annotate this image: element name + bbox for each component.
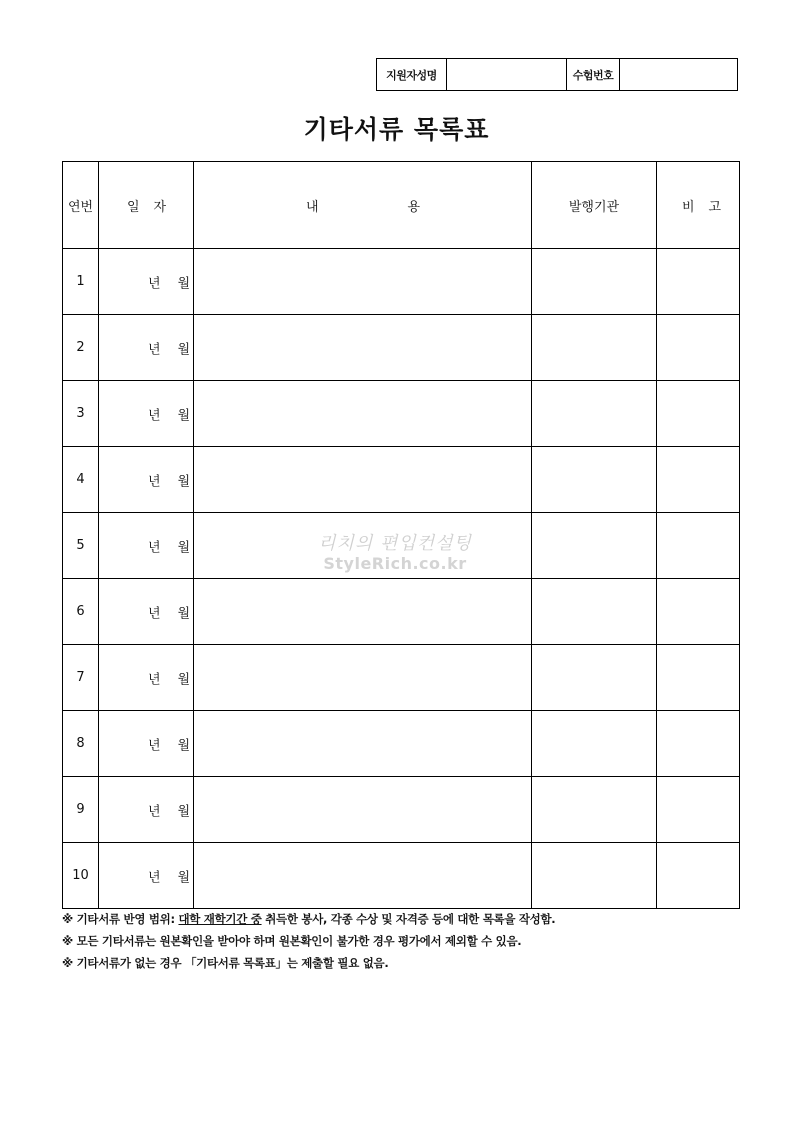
applicant-name-field[interactable]	[447, 59, 567, 90]
remark-cell[interactable]	[657, 777, 740, 843]
date-cell[interactable]	[99, 315, 194, 381]
content-cell[interactable]	[194, 645, 532, 711]
note-verification: ※ 모든 기타서류는 원본확인을 받아야 하며 원본확인이 불가한 경우 평가에서 제외할 수 있음.	[62, 934, 522, 948]
row-number: 10	[63, 843, 99, 909]
notes-section	[62, 908, 762, 974]
month-unit: 월	[177, 276, 190, 291]
remark-cell[interactable]	[657, 579, 740, 645]
remark-cell[interactable]	[657, 843, 740, 909]
year-unit: 년	[148, 870, 161, 885]
remark-cell[interactable]	[657, 513, 740, 579]
date-cell[interactable]	[99, 711, 194, 777]
month-unit: 월	[177, 672, 190, 687]
table-row	[63, 315, 740, 381]
row-number: 1	[63, 249, 99, 315]
table-header-row	[63, 162, 740, 249]
row-number: 3	[63, 381, 99, 447]
note-scope-prefix: ※ 기타서류 반영 범위:	[62, 912, 179, 926]
issuer-cell[interactable]	[532, 381, 657, 447]
header-remark	[657, 162, 740, 249]
header-content-char: 내	[306, 199, 319, 215]
row-number: 4	[63, 447, 99, 513]
issuer-cell[interactable]	[532, 579, 657, 645]
exam-number-field[interactable]	[620, 59, 737, 90]
year-unit: 년	[148, 276, 161, 291]
content-cell[interactable]	[194, 315, 532, 381]
document-title: 기타서류 목록표	[303, 115, 490, 144]
issuer-cell[interactable]	[532, 249, 657, 315]
watermark-text: 리치의 편입컨설팅	[318, 533, 472, 554]
applicant-name-label: 지원자성명	[377, 59, 447, 90]
content-cell[interactable]	[194, 711, 532, 777]
row-number: 7	[63, 645, 99, 711]
watermark-url: StyleRich.co.kr	[323, 553, 467, 573]
month-unit: 월	[177, 870, 190, 885]
remark-cell[interactable]	[657, 315, 740, 381]
note-optional: ※ 기타서류가 없는 경우 「기타서류 목록표」는 제출할 필요 없음.	[62, 956, 389, 970]
date-cell[interactable]	[99, 381, 194, 447]
date-cell[interactable]	[99, 645, 194, 711]
table-row	[63, 381, 740, 447]
note-scope-suffix: 취득한 봉사, 각종 수상 및 자격증 등에 대한 목록을 작성함.	[261, 912, 556, 926]
note-scope-emphasis: 대학 재학기간 중	[178, 912, 262, 926]
month-unit: 월	[177, 474, 190, 489]
header-date-char: 자	[153, 199, 166, 215]
content-cell[interactable]	[194, 381, 532, 447]
content-cell[interactable]	[194, 579, 532, 645]
year-unit: 년	[148, 474, 161, 489]
row-number: 2	[63, 315, 99, 381]
issuer-cell[interactable]	[532, 513, 657, 579]
month-unit: 월	[177, 738, 190, 753]
year-unit: 년	[148, 540, 161, 555]
month-unit: 월	[177, 342, 190, 357]
table-row	[63, 645, 740, 711]
remark-cell[interactable]	[657, 249, 740, 315]
year-unit: 년	[148, 672, 161, 687]
header-content	[194, 162, 532, 249]
issuer-cell[interactable]	[532, 711, 657, 777]
year-unit: 년	[148, 408, 161, 423]
table-row	[63, 711, 740, 777]
table-row	[63, 249, 740, 315]
table-row	[63, 447, 740, 513]
content-cell[interactable]	[194, 447, 532, 513]
table-row	[63, 579, 740, 645]
applicant-info-box	[376, 58, 738, 91]
month-unit: 월	[177, 540, 190, 555]
date-cell[interactable]	[99, 513, 194, 579]
date-cell[interactable]	[99, 777, 194, 843]
row-number: 9	[63, 777, 99, 843]
content-cell[interactable]	[194, 249, 532, 315]
issuer-cell[interactable]	[532, 777, 657, 843]
row-number: 6	[63, 579, 99, 645]
content-cell[interactable]	[194, 843, 532, 909]
date-cell[interactable]	[99, 249, 194, 315]
exam-number-label: 수험번호	[567, 59, 620, 90]
row-number: 5	[63, 513, 99, 579]
year-unit: 년	[148, 342, 161, 357]
header-issuer: 발행기관	[532, 162, 657, 249]
header-date-char: 일	[127, 199, 140, 215]
header-no: 연번	[63, 162, 99, 249]
remark-cell[interactable]	[657, 711, 740, 777]
watermark	[300, 534, 490, 573]
month-unit: 월	[177, 408, 190, 423]
remark-cell[interactable]	[657, 381, 740, 447]
table-row	[63, 777, 740, 843]
table-row	[63, 843, 740, 909]
year-unit: 년	[148, 738, 161, 753]
date-cell[interactable]	[99, 843, 194, 909]
header-content-char: 용	[407, 199, 420, 215]
issuer-cell[interactable]	[532, 447, 657, 513]
remark-cell[interactable]	[657, 447, 740, 513]
issuer-cell[interactable]	[532, 315, 657, 381]
header-remark-char: 비	[682, 199, 695, 215]
date-cell[interactable]	[99, 447, 194, 513]
date-cell[interactable]	[99, 579, 194, 645]
issuer-cell[interactable]	[532, 645, 657, 711]
month-unit: 월	[177, 804, 190, 819]
issuer-cell[interactable]	[532, 843, 657, 909]
remark-cell[interactable]	[657, 645, 740, 711]
content-cell[interactable]	[194, 777, 532, 843]
header-date	[99, 162, 194, 249]
note-scope	[62, 908, 762, 930]
month-unit: 월	[177, 606, 190, 621]
year-unit: 년	[148, 606, 161, 621]
header-remark-char: 고	[708, 199, 721, 215]
row-number: 8	[63, 711, 99, 777]
year-unit: 년	[148, 804, 161, 819]
